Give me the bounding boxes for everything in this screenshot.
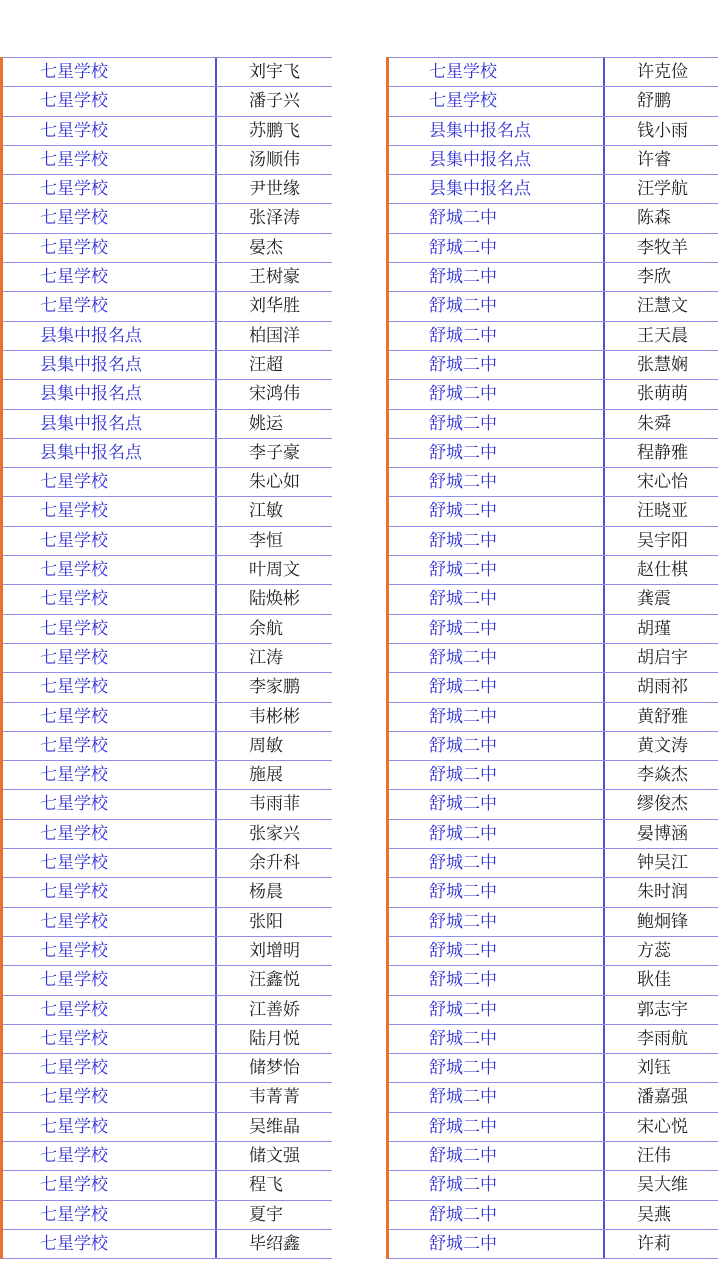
school-cell: 舒城二中 [389, 263, 605, 291]
school-cell: 舒城二中 [389, 996, 605, 1024]
student-name-cell: 张阳 [249, 911, 283, 932]
school-cell: 七星学校 [3, 1113, 217, 1141]
table-row [389, 877, 718, 906]
school-cell: 舒城二中 [389, 966, 605, 994]
school-cell: 七星学校 [3, 468, 217, 496]
table-row [389, 614, 718, 643]
school-cell: 七星学校 [3, 673, 217, 701]
student-name-cell: 储梦怡 [249, 1058, 300, 1079]
student-name-cell: 施展 [249, 765, 283, 786]
student-name-cell: 刘华胜 [249, 296, 300, 317]
table-row [3, 731, 332, 760]
student-name-cell: 储文强 [249, 1145, 300, 1166]
student-name-cell: 余升科 [249, 853, 300, 874]
table-row [389, 584, 718, 613]
table-row [389, 1229, 718, 1259]
student-name-cell: 李雨航 [637, 1028, 688, 1049]
student-name-cell: 李欣 [637, 267, 671, 288]
student-name-cell: 汪慧文 [637, 296, 688, 317]
school-cell: 七星学校 [3, 87, 217, 115]
table-row [3, 584, 332, 613]
school-cell: 县集中报名点 [389, 146, 605, 174]
table-row [3, 321, 332, 350]
table-row [3, 1229, 332, 1259]
table-row [389, 555, 718, 584]
school-cell: 舒城二中 [389, 1171, 605, 1199]
school-cell: 舒城二中 [389, 820, 605, 848]
school-cell: 七星学校 [3, 58, 217, 86]
table-row [3, 438, 332, 467]
school-cell: 舒城二中 [389, 204, 605, 232]
student-name-cell: 韦彬彬 [249, 706, 300, 727]
school-cell: 舒城二中 [389, 322, 605, 350]
table-row [389, 672, 718, 701]
table-row [3, 526, 332, 555]
student-name-cell: 江善娇 [249, 999, 300, 1020]
table-row [389, 1141, 718, 1170]
school-cell: 七星学校 [3, 1025, 217, 1053]
table-row [389, 350, 718, 379]
school-cell: 县集中报名点 [3, 439, 217, 467]
student-name-cell: 张泽涛 [249, 208, 300, 229]
school-cell: 舒城二中 [389, 1025, 605, 1053]
student-name-cell: 许克俭 [637, 62, 688, 82]
student-name-cell: 吴大维 [637, 1175, 688, 1196]
student-name-cell: 晏博涵 [637, 823, 688, 844]
table-row [389, 291, 718, 320]
school-cell: 七星学校 [3, 937, 217, 965]
table-row [389, 86, 718, 115]
school-cell: 七星学校 [3, 1171, 217, 1199]
student-name-cell: 李恒 [249, 530, 283, 551]
student-name-cell: 宋鸿伟 [249, 384, 300, 405]
table-row [3, 877, 332, 906]
table-row [3, 409, 332, 438]
student-name-cell: 余航 [249, 618, 283, 639]
school-cell: 舒城二中 [389, 761, 605, 789]
school-cell: 七星学校 [3, 996, 217, 1024]
table-row [3, 848, 332, 877]
school-cell: 舒城二中 [389, 234, 605, 262]
table-row [3, 467, 332, 496]
school-cell: 舒城二中 [389, 1230, 605, 1258]
school-cell: 七星学校 [3, 234, 217, 262]
school-cell: 七星学校 [3, 878, 217, 906]
table-row [3, 672, 332, 701]
student-name-cell: 宋心悦 [637, 1116, 688, 1137]
table-row [3, 789, 332, 818]
student-name-cell: 胡启宇 [637, 647, 688, 668]
table-row [3, 291, 332, 320]
table-row [3, 496, 332, 525]
table-row [389, 965, 718, 994]
table-row [389, 438, 718, 467]
table-row [389, 907, 718, 936]
table-row [3, 614, 332, 643]
school-cell: 七星学校 [3, 908, 217, 936]
school-cell: 七星学校 [3, 644, 217, 672]
student-name-cell: 叶周文 [249, 560, 300, 581]
school-cell: 舒城二中 [389, 615, 605, 643]
table-row [3, 936, 332, 965]
table-row [389, 174, 718, 203]
table-row [389, 760, 718, 789]
table-row [3, 1112, 332, 1141]
table-row [389, 203, 718, 232]
school-cell: 舒城二中 [389, 1142, 605, 1170]
school-cell: 舒城二中 [389, 673, 605, 701]
student-name-cell: 毕绍鑫 [249, 1233, 300, 1254]
table-row [389, 848, 718, 877]
student-name-cell: 陆月悦 [249, 1028, 300, 1049]
table-row [389, 1112, 718, 1141]
school-cell: 七星学校 [3, 1201, 217, 1229]
student-name-cell: 耿佳 [637, 970, 671, 991]
table-row [3, 1141, 332, 1170]
student-name-cell: 江涛 [249, 647, 283, 668]
school-cell: 七星学校 [3, 527, 217, 555]
school-cell: 七星学校 [389, 58, 605, 86]
table-row [3, 233, 332, 262]
student-name-cell: 杨晨 [249, 882, 283, 903]
school-cell: 七星学校 [3, 1083, 217, 1111]
student-name-cell: 李焱杰 [637, 765, 688, 786]
school-cell: 舒城二中 [389, 439, 605, 467]
school-cell: 舒城二中 [389, 585, 605, 613]
table-row [389, 1082, 718, 1111]
student-name-cell: 龚震 [637, 589, 671, 610]
student-name-cell: 钱小雨 [637, 120, 688, 141]
student-name-cell: 许睿 [637, 149, 671, 170]
table-row [389, 819, 718, 848]
table-row [3, 203, 332, 232]
student-name-cell: 朱舜 [637, 413, 671, 434]
school-cell: 七星学校 [389, 87, 605, 115]
table-row [389, 995, 718, 1024]
student-name-cell: 黄舒雅 [637, 706, 688, 727]
student-name-cell: 张家兴 [249, 823, 300, 844]
school-cell: 舒城二中 [389, 351, 605, 379]
student-name-cell: 汪学航 [637, 179, 688, 200]
school-cell: 七星学校 [3, 175, 217, 203]
school-cell: 七星学校 [3, 204, 217, 232]
left-roster-table [0, 57, 332, 1259]
table-row [3, 643, 332, 672]
student-name-cell: 陆焕彬 [249, 589, 300, 610]
student-name-cell: 夏宇 [249, 1204, 283, 1225]
table-row [3, 1200, 332, 1229]
student-name-cell: 韦雨菲 [249, 794, 300, 815]
student-name-cell: 晏杰 [249, 237, 283, 258]
school-cell: 七星学校 [3, 585, 217, 613]
table-row [389, 145, 718, 174]
table-row [3, 86, 332, 115]
school-cell: 舒城二中 [389, 878, 605, 906]
student-name-cell: 汤顺伟 [249, 149, 300, 170]
table-row [3, 145, 332, 174]
table-row [389, 233, 718, 262]
student-name-cell: 汪晓亚 [637, 501, 688, 522]
table-row [3, 57, 332, 86]
student-name-cell: 汪鑫悦 [249, 970, 300, 991]
student-name-cell: 许莉 [637, 1233, 671, 1254]
student-name-cell: 李家鹏 [249, 677, 300, 698]
school-cell: 县集中报名点 [3, 380, 217, 408]
table-row [3, 760, 332, 789]
student-name-cell: 鲍炯锋 [637, 911, 688, 932]
table-row [389, 1200, 718, 1229]
student-name-cell: 柏国洋 [249, 325, 300, 346]
student-name-cell: 汪伟 [637, 1145, 671, 1166]
student-name-cell: 张萌萌 [637, 384, 688, 405]
table-row [3, 965, 332, 994]
school-cell: 舒城二中 [389, 1083, 605, 1111]
student-name-cell: 吴宇阳 [637, 530, 688, 551]
school-cell: 舒城二中 [389, 849, 605, 877]
school-cell: 七星学校 [3, 497, 217, 525]
table-row [389, 643, 718, 672]
student-name-cell: 舒鹏 [637, 91, 671, 112]
table-row [389, 379, 718, 408]
table-row [3, 1170, 332, 1199]
school-cell: 七星学校 [3, 703, 217, 731]
student-name-cell: 刘宇飞 [249, 62, 300, 82]
student-name-cell: 尹世缘 [249, 179, 300, 200]
student-name-cell: 张慧娴 [637, 354, 688, 375]
student-name-cell: 江敏 [249, 501, 283, 522]
student-name-cell: 朱时润 [637, 882, 688, 903]
school-cell: 七星学校 [3, 263, 217, 291]
student-name-cell: 潘嘉强 [637, 1087, 688, 1108]
student-name-cell: 方蕊 [637, 940, 671, 961]
student-name-cell: 宋心怡 [637, 472, 688, 493]
table-row [389, 1053, 718, 1082]
table-row [3, 907, 332, 936]
table-row [3, 555, 332, 584]
student-name-cell: 缪俊杰 [637, 794, 688, 815]
school-cell: 舒城二中 [389, 937, 605, 965]
student-name-cell: 王树豪 [249, 267, 300, 288]
school-cell: 七星学校 [3, 1054, 217, 1082]
table-row [3, 1024, 332, 1053]
table-row [389, 702, 718, 731]
school-cell: 舒城二中 [389, 1054, 605, 1082]
table-row [389, 262, 718, 291]
student-name-cell: 王天晨 [637, 325, 688, 346]
school-cell: 七星学校 [3, 820, 217, 848]
table-row [389, 116, 718, 145]
school-cell: 七星学校 [3, 1142, 217, 1170]
table-row [389, 731, 718, 760]
school-cell: 七星学校 [3, 849, 217, 877]
school-cell: 七星学校 [3, 117, 217, 145]
school-cell: 舒城二中 [389, 527, 605, 555]
school-cell: 舒城二中 [389, 790, 605, 818]
table-row [389, 526, 718, 555]
student-name-cell: 李牧羊 [637, 237, 688, 258]
student-name-cell: 姚运 [249, 413, 283, 434]
student-name-cell: 李子豪 [249, 442, 300, 463]
table-row [389, 467, 718, 496]
table-row [3, 995, 332, 1024]
school-cell: 县集中报名点 [3, 322, 217, 350]
school-cell: 舒城二中 [389, 497, 605, 525]
student-name-cell: 郭志宇 [637, 999, 688, 1020]
student-name-cell: 程静雅 [637, 442, 688, 463]
student-name-cell: 韦菁菁 [249, 1087, 300, 1108]
student-name-cell: 刘增明 [249, 940, 300, 961]
table-row [389, 789, 718, 818]
school-cell: 舒城二中 [389, 380, 605, 408]
student-name-cell: 刘钰 [637, 1058, 671, 1079]
school-cell: 舒城二中 [389, 410, 605, 438]
school-cell: 七星学校 [3, 1230, 217, 1258]
student-name-cell: 胡雨祁 [637, 677, 688, 698]
table-row [389, 1170, 718, 1199]
table-row [389, 936, 718, 965]
student-name-cell: 朱心如 [249, 472, 300, 493]
student-name-cell: 汪超 [249, 354, 283, 375]
student-name-cell: 苏鹏飞 [249, 120, 300, 141]
student-name-cell: 程飞 [249, 1175, 283, 1196]
table-row [3, 116, 332, 145]
student-name-cell: 黄文涛 [637, 735, 688, 756]
table-row [389, 496, 718, 525]
right-roster-table [386, 57, 718, 1259]
school-cell: 舒城二中 [389, 1201, 605, 1229]
table-row [3, 702, 332, 731]
school-cell: 舒城二中 [389, 292, 605, 320]
school-cell: 七星学校 [3, 146, 217, 174]
school-cell: 县集中报名点 [3, 351, 217, 379]
table-row [389, 1024, 718, 1053]
table-row [3, 1082, 332, 1111]
school-cell: 县集中报名点 [389, 117, 605, 145]
school-cell: 舒城二中 [389, 468, 605, 496]
table-row [3, 819, 332, 848]
school-cell: 七星学校 [3, 761, 217, 789]
school-cell: 舒城二中 [389, 644, 605, 672]
school-cell: 七星学校 [3, 732, 217, 760]
student-name-cell: 吴维晶 [249, 1116, 300, 1137]
table-row [3, 1053, 332, 1082]
school-cell: 舒城二中 [389, 1113, 605, 1141]
student-name-cell: 吴燕 [637, 1204, 671, 1225]
school-cell: 七星学校 [3, 292, 217, 320]
school-cell: 县集中报名点 [389, 175, 605, 203]
student-name-cell: 周敏 [249, 735, 283, 756]
school-cell: 舒城二中 [389, 703, 605, 731]
table-row [3, 350, 332, 379]
school-cell: 舒城二中 [389, 556, 605, 584]
table-row [389, 321, 718, 350]
school-cell: 七星学校 [3, 556, 217, 584]
school-cell: 舒城二中 [389, 732, 605, 760]
table-row [3, 174, 332, 203]
table-row [3, 262, 332, 291]
table-row [389, 57, 718, 86]
student-name-cell: 钟吴江 [637, 853, 688, 874]
table-row [3, 379, 332, 408]
student-name-cell: 胡瑾 [637, 618, 671, 639]
student-name-cell: 陈森 [637, 208, 671, 229]
school-cell: 七星学校 [3, 615, 217, 643]
school-cell: 县集中报名点 [3, 410, 217, 438]
school-cell: 七星学校 [3, 966, 217, 994]
table-row [389, 409, 718, 438]
student-name-cell: 赵仕棋 [637, 560, 688, 581]
school-cell: 七星学校 [3, 790, 217, 818]
student-name-cell: 潘子兴 [249, 91, 300, 112]
school-cell: 舒城二中 [389, 908, 605, 936]
